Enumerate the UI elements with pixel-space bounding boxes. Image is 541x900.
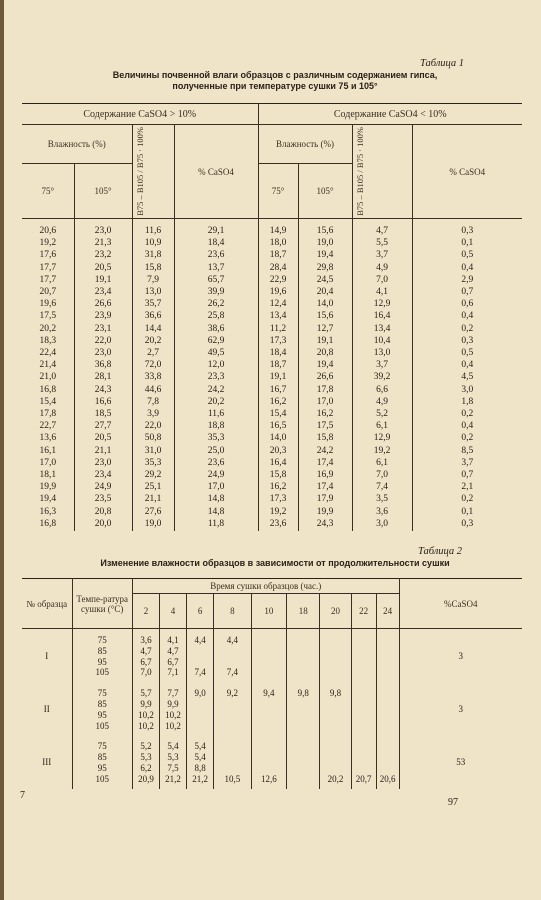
table2-cell [351, 629, 376, 683]
table2-hour: 24 [376, 594, 399, 629]
table2-cell: 4,4 7,4 [187, 629, 214, 683]
table2-cell [251, 629, 286, 683]
table2-sample-id: III [22, 735, 72, 788]
page-edge [0, 0, 4, 900]
table2-row [22, 682, 522, 735]
table1-col-left-ratio: 11,6 10,9 31,8 15,8 7,9 13,0 35,7 36,6 14,4 20,2 2,7 72,0 33,8 44,6 7,8 3,9 22,0 50,8 31,0 35,3 29,2 25,1 21,1 27,6 19,0 [132, 219, 174, 532]
table1-group-right: Содержание CaSO4 < 10% [258, 104, 522, 125]
table2-hour: 6 [187, 594, 214, 629]
table1-ratio-right: B75 – B105 / B75 · 100% [354, 127, 365, 216]
table2-hour: 20 [320, 594, 351, 629]
table2-head-sample: № образца [22, 579, 72, 629]
table2-cell: 5,2 5,3 6,2 20,9 [132, 735, 159, 788]
table2-cell [351, 682, 376, 735]
table1-moisture-left: Влажность (%) [22, 125, 132, 164]
table1-caption-line1: Величины почвенной влаги образцов с различным содержанием гипса, [112, 70, 438, 80]
table1-col-left-105: 23,0 21,3 23,2 20,5 19,1 23,4 26,6 23,9 23,1 22,0 23,0 36,8 28,1 24,3 16,6 18,5 27,7 20,5 21,1 23,0 23,4 24,9 23,5 20,8 20,0 [74, 219, 132, 532]
table2-cell [320, 629, 351, 683]
table2-caso4: 3 [458, 704, 464, 715]
table2-temps: 75 85 95 105 [72, 735, 132, 788]
table2-cell: 9,2 [214, 682, 252, 735]
table2-cell [376, 682, 399, 735]
table2-sample-id: I [22, 629, 72, 683]
table2-cell [287, 629, 320, 683]
table2-row [22, 735, 522, 788]
page-number: 97 [448, 797, 458, 808]
table2-caso4: 53 [456, 757, 466, 768]
table1-ratio-left: B75 – B105 / B75 · 100% [134, 127, 145, 216]
table1-col-right-caso4: 0,3 0,1 0,5 0,4 2,9 0,7 0,6 0,4 0,2 0,3 0,5 0,4 4,5 3,0 1,8 0,2 0,4 0,2 8,5 3,7 0,7 2,1 0,2 0,1 0,3 [461, 226, 474, 529]
table2-cell: 4,1 4,7 6,7 7,1 [159, 629, 186, 683]
table1-moisture-right: Влажность (%) [258, 125, 352, 164]
table2-caso4: 3 [458, 651, 464, 661]
table2-hour: 4 [159, 594, 186, 629]
table1-t75-left: 75° [22, 164, 74, 219]
table2-cell: 9,0 [187, 682, 214, 735]
table2-cell: 5,4 5,4 8,8 21,2 [187, 735, 214, 788]
table1-t75-right: 75° [258, 164, 298, 219]
table1-caption [60, 70, 490, 92]
table2-cell: 9,8 [287, 682, 320, 735]
table2-temps: 75 85 95 105 [72, 629, 132, 683]
table2-head-time: Время сушки образцов (час.) [132, 579, 399, 594]
table1-col-left-caso4: 29,1 18,4 23,6 13,7 65,7 39,9 26,2 25,8 38,6 62,9 49,5 12,0 23,3 24,2 20,2 11,6 18,8 35,3 25,0 23,6 24,9 17,0 14,8 14,8 11,8 [174, 219, 258, 532]
table2-head-temp: Темпе-ратура сушки (°С) [72, 579, 132, 629]
table2-sample-id: II [22, 682, 72, 735]
table2-hour: 10 [251, 594, 286, 629]
table2-temps: 75 85 95 105 [72, 682, 132, 735]
footer-left-number: 7 [20, 790, 25, 801]
table2-cell: 20,7 [351, 735, 376, 788]
table2-cell [287, 735, 320, 788]
table2-cell: 10,5 [214, 735, 252, 788]
table1-t105-right: 105° [298, 164, 352, 219]
table2-cell: 20,2 [320, 735, 351, 788]
table2-cell: 20,6 [376, 735, 399, 788]
table2-cell [376, 629, 399, 683]
table2-cell: 3,6 4,7 6,7 7,0 [132, 629, 159, 683]
table2-hour: 8 [214, 594, 252, 629]
table2-cell: 9,4 [251, 682, 286, 735]
table2-cell: 12,6 [251, 735, 286, 788]
table1-col-right-105: 15,6 19,0 19,4 29,8 24,5 20,4 14,0 15,6 12,7 19,1 20,8 19,4 26,6 17,8 17,0 16,2 17,5 15,8 24,2 17,4 16,9 17,4 17,9 19,9 24,3 [298, 219, 352, 532]
table2-head-caso4: %CaSO4 [399, 579, 522, 629]
table2-cell: 9,8 [320, 682, 351, 735]
table2-hour: 2 [132, 594, 159, 629]
table2-hour: 22 [351, 594, 376, 629]
table1-caption-line2: полученные при температуре сушки 75 и 105° [172, 81, 378, 91]
table1-col-left-75: 20,6 19,2 17,6 17,7 17,7 20,7 19,6 17,5 20,2 18,3 22,4 21,4 21,0 16,8 15,4 17,8 22,7 13,6 16,1 17,0 18,1 19,9 19,4 16,3 16,8 [22, 219, 74, 532]
table2-cell: 5,4 5,3 7,5 21,2 [159, 735, 186, 788]
table1-group-left: Содержание CaSO4 > 10% [22, 104, 258, 125]
table2-cell: 7,7 9,9 10,2 10,2 [159, 682, 186, 735]
table2-row [22, 629, 522, 683]
table1-caso4-left: % CaSO4 [174, 125, 258, 219]
table2-caption: Изменение влажности образцов в зависимости от продолжительности сушки [100, 558, 450, 568]
table2 [22, 578, 522, 789]
table1-col-right-ratio: 4,7 5,5 3,7 4,9 7,0 4,1 12,9 16,4 13,4 10,4 13,0 3,7 39,2 6,6 4,9 5,2 6,1 12,9 19,2 6,1 7,0 7,4 3,5 3,6 3,0 [352, 219, 412, 532]
table2-cell: 5,7 9,9 10,2 10,2 [132, 682, 159, 735]
table1 [22, 103, 522, 531]
table2-tag: Таблица 2 [418, 546, 463, 557]
table1-t105-left: 105° [74, 164, 132, 219]
table1-caso4-right: % CaSO4 [412, 125, 522, 219]
table2-hour: 18 [287, 594, 320, 629]
table2-cell: 4,4 7,4 [214, 629, 252, 683]
table1-tag: Таблица 1 [420, 58, 465, 69]
table1-col-right-75: 14,9 18,0 18,7 28,4 22,9 19,6 12,4 13,4 11,2 17,3 18,4 18,7 19,1 16,7 16,2 15,4 16,5 14,0 20,3 16,4 15,8 16,2 17,3 19,2 23,6 [258, 219, 298, 532]
